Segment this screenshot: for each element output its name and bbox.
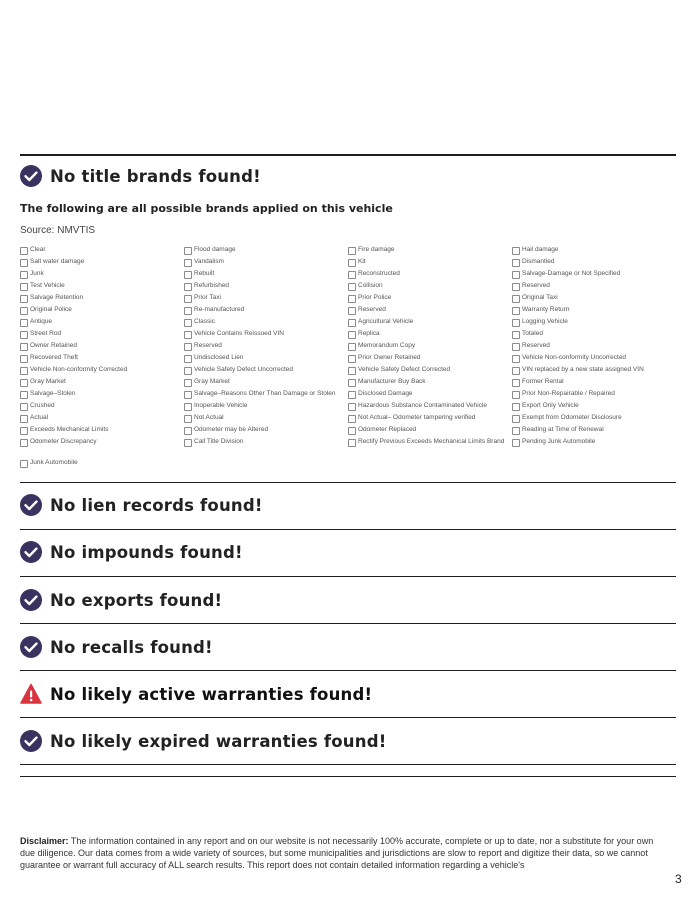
checkbox xyxy=(20,295,28,303)
brand-checklist xyxy=(20,246,680,450)
brand-label: Vandalism xyxy=(194,258,224,265)
checkbox xyxy=(348,367,356,375)
brand-checkbox-item xyxy=(20,342,184,354)
checkbox xyxy=(184,439,192,447)
brand-checkbox-item xyxy=(184,258,348,270)
brand-label: Memorandum Copy xyxy=(358,342,416,349)
checkbox xyxy=(184,307,192,315)
brand-checkbox-item xyxy=(20,402,184,414)
checkbox xyxy=(512,295,520,303)
page-number: 3 xyxy=(675,872,682,886)
brand-label: Antique xyxy=(30,318,53,325)
checkbox xyxy=(348,319,356,327)
brand-checkbox-item xyxy=(348,330,512,342)
brand-checkbox-item xyxy=(184,342,348,354)
brand-checkbox-item xyxy=(348,342,512,354)
checkbox xyxy=(512,271,520,279)
checkbox xyxy=(348,343,356,351)
brand-checkbox-item xyxy=(512,270,680,282)
brand-label: Reserved xyxy=(522,282,550,289)
brand-label: Hail damage xyxy=(522,246,559,253)
checkbox xyxy=(20,439,28,447)
checkbox xyxy=(20,460,28,468)
divider xyxy=(20,623,676,624)
brand-label: Odometer Replaced xyxy=(358,426,417,433)
impounds-status xyxy=(20,540,243,564)
brand-checkbox-item xyxy=(20,258,184,270)
brand-label: Call Title Division xyxy=(194,438,244,445)
status-text: No exports found! xyxy=(50,590,223,610)
brand-checkbox-item xyxy=(184,438,348,450)
brand-checkbox-item xyxy=(184,282,348,294)
brand-checkbox-item xyxy=(512,414,680,426)
brand-label: Test Vehicle xyxy=(30,282,65,289)
brand-checkbox-item xyxy=(512,402,680,414)
checkbox xyxy=(512,415,520,423)
brand-label: Manufacturer Buy Back xyxy=(358,378,426,385)
brand-label: Crushed xyxy=(30,402,55,409)
brand-label: Odometer may be Altered xyxy=(194,426,269,433)
divider xyxy=(20,482,676,483)
brand-label: Classic xyxy=(194,318,215,325)
divider xyxy=(20,670,676,671)
checkbox xyxy=(20,367,28,375)
brand-label: Salvage–Reasons Other Than Damage or Stolen xyxy=(194,390,336,397)
brand-checkbox-item xyxy=(512,426,680,438)
checkbox xyxy=(20,415,28,423)
checkbox xyxy=(20,427,28,435)
divider xyxy=(20,717,676,718)
brands-heading: The following are all possible brands applied on this vehicle xyxy=(20,202,393,215)
brand-checkbox-item xyxy=(184,390,348,402)
brand-label: Junk xyxy=(30,270,44,277)
checkbox xyxy=(348,415,356,423)
brand-checkbox-item xyxy=(184,318,348,330)
brand-label: Actual xyxy=(30,414,49,421)
brand-checkbox-item xyxy=(20,294,184,306)
brand-checkbox-item xyxy=(512,354,680,366)
brand-checkbox-item xyxy=(512,318,680,330)
brand-checkbox-item xyxy=(512,246,680,258)
brand-label: Gray Market xyxy=(30,378,66,385)
brand-label: Salvage-Damage or Not Specified xyxy=(522,270,621,277)
brand-checkbox-item xyxy=(512,282,680,294)
checkbox xyxy=(20,283,28,291)
brand-checkbox-item xyxy=(348,270,512,282)
brand-label: Pending Junk Automobile xyxy=(522,438,596,445)
brand-checkbox-item xyxy=(184,330,348,342)
brand-checkbox-item xyxy=(20,390,184,402)
divider xyxy=(20,154,676,156)
checkbox xyxy=(348,331,356,339)
brand-checkbox-item xyxy=(184,402,348,414)
brand-checkbox-item xyxy=(512,378,680,390)
brand-label: Not Actual xyxy=(194,414,224,421)
checkbox xyxy=(20,403,28,411)
brand-checkbox-item xyxy=(184,354,348,366)
checkbox xyxy=(184,415,192,423)
brand-label: Clear xyxy=(30,246,46,253)
brand-checkbox-item xyxy=(20,246,184,258)
brand-label: Agricultural Vehicle xyxy=(358,318,414,325)
checkbox xyxy=(512,307,520,315)
brand-label: Warranty Return xyxy=(522,306,570,313)
checkbox xyxy=(184,247,192,255)
checkbox xyxy=(348,307,356,315)
checkbox xyxy=(512,331,520,339)
brand-checkbox-item xyxy=(348,366,512,378)
brand-checkbox-item xyxy=(348,294,512,306)
brand-checkbox-item xyxy=(348,402,512,414)
divider xyxy=(20,529,676,530)
brand-checkbox-item xyxy=(348,378,512,390)
brand-checkbox-item xyxy=(184,306,348,318)
brand-checkbox-item xyxy=(20,426,184,438)
checkbox xyxy=(348,427,356,435)
exports-status xyxy=(20,588,222,612)
checkbox xyxy=(512,247,520,255)
brand-label: Vehicle Non-conformity Corrected xyxy=(30,366,128,373)
checkbox xyxy=(184,355,192,363)
brand-checkbox-item xyxy=(348,414,512,426)
brand-label: Prior Owner Retained xyxy=(358,354,421,361)
brand-label: Totaled xyxy=(522,330,543,337)
brand-checkbox-item xyxy=(20,366,184,378)
checkbox xyxy=(348,379,356,387)
checkbox xyxy=(20,307,28,315)
checkbox xyxy=(512,379,520,387)
brand-label: Vehicle Contains Reissued VIN xyxy=(194,330,284,337)
checkbox xyxy=(512,259,520,267)
checkbox xyxy=(512,391,520,399)
brand-checkbox-item xyxy=(348,306,512,318)
brand-checkbox-item xyxy=(512,294,680,306)
title-brands-status xyxy=(20,164,261,188)
checkbox xyxy=(348,247,356,255)
disclaimer-label: Disclaimer: xyxy=(20,836,69,846)
check-circle-icon xyxy=(20,541,42,563)
brand-label: Reading at Time of Renewal xyxy=(522,426,604,433)
checkbox xyxy=(20,391,28,399)
brand-checkbox-item xyxy=(348,246,512,258)
brand-checkbox-item xyxy=(184,378,348,390)
source-label: Source: NMVTIS xyxy=(20,225,96,236)
brand-label: Reserved xyxy=(194,342,222,349)
status-text: No lien records found! xyxy=(50,495,263,515)
checkbox xyxy=(20,355,28,363)
checkbox xyxy=(512,283,520,291)
brand-label: VIN replaced by a new state assigned VIN xyxy=(522,366,644,373)
brand-checkbox-item xyxy=(20,282,184,294)
checkbox xyxy=(348,403,356,411)
brand-label: Rebuilt xyxy=(194,270,215,277)
brand-label: Hazardous Substance Contaminated Vehicle xyxy=(358,402,487,409)
checkbox xyxy=(184,403,192,411)
brand-checkbox-item xyxy=(20,354,184,366)
brand-label: Former Rental xyxy=(522,378,564,385)
checkbox xyxy=(184,331,192,339)
checkbox xyxy=(348,283,356,291)
checkbox xyxy=(20,343,28,351)
checkbox xyxy=(184,391,192,399)
brand-checkbox-item xyxy=(20,306,184,318)
brand-label: Flood damage xyxy=(194,246,236,253)
status-text: No likely expired warranties found! xyxy=(50,731,387,751)
brand-label: Exceeds Mechanical Limits xyxy=(30,426,109,433)
brand-checkbox-item xyxy=(348,282,512,294)
brand-checkbox-item xyxy=(20,438,184,450)
check-circle-icon xyxy=(20,589,42,611)
brand-checkbox-item xyxy=(348,258,512,270)
checkbox xyxy=(20,247,28,255)
brand-checkbox-item xyxy=(184,270,348,282)
checkbox xyxy=(20,319,28,327)
check-circle-icon xyxy=(20,636,42,658)
brand-label: Prior Police xyxy=(358,294,392,301)
warning-triangle-icon xyxy=(20,683,42,705)
status-text: No likely active warranties found! xyxy=(50,684,373,704)
brand-checkbox-item xyxy=(184,294,348,306)
brand-label: Prior Non-Repairable / Repaired xyxy=(522,390,615,397)
brand-label: Prior Taxi xyxy=(194,294,221,301)
brand-label: Vehicle Non-conformity Uncorrected xyxy=(522,354,627,361)
brand-checkbox-item xyxy=(512,438,680,450)
brand-label: Vehicle Safety Defect Corrected xyxy=(358,366,451,373)
brand-checkbox-item xyxy=(20,270,184,282)
status-text: No impounds found! xyxy=(50,542,243,562)
checkbox xyxy=(348,439,356,447)
checkbox xyxy=(348,295,356,303)
checkbox xyxy=(348,391,356,399)
checkbox xyxy=(184,295,192,303)
divider xyxy=(20,764,676,765)
brand-checkbox-item xyxy=(512,306,680,318)
status-text: No title brands found! xyxy=(50,166,261,186)
brand-label: Fire damage xyxy=(358,246,395,253)
brand-label: Re-manufactured xyxy=(194,306,245,313)
checkbox xyxy=(512,355,520,363)
brand-checkbox-item xyxy=(348,426,512,438)
brand-label: Salt water damage xyxy=(30,258,85,265)
brand-checkbox-item xyxy=(20,330,184,342)
checkbox xyxy=(184,283,192,291)
brand-checkbox-item xyxy=(512,390,680,402)
brand-checkbox-item xyxy=(348,354,512,366)
brand-label: Recovered Theft xyxy=(30,354,78,361)
check-circle-icon xyxy=(20,494,42,516)
brand-checkbox-item xyxy=(20,459,78,468)
brand-label: Junk Automobile xyxy=(30,459,78,466)
divider xyxy=(20,776,676,777)
brand-label: Salvage–Stolen xyxy=(30,390,76,397)
checkbox xyxy=(348,259,356,267)
brand-checkbox-item xyxy=(184,426,348,438)
checkbox xyxy=(512,343,520,351)
brand-label: Inoperable Vehicle xyxy=(194,402,248,409)
brand-label: Reserved xyxy=(358,306,386,313)
brand-label: Disclosed Damage xyxy=(358,390,413,397)
recalls-status xyxy=(20,635,213,659)
checkbox xyxy=(184,319,192,327)
active-warranties-status xyxy=(20,682,372,706)
brand-label: Undisclosed Lien xyxy=(194,354,244,361)
brand-label: Refurbished xyxy=(194,282,230,289)
checkbox xyxy=(512,367,520,375)
checkbox xyxy=(184,259,192,267)
checkbox xyxy=(512,403,520,411)
brand-label: Replica xyxy=(358,330,380,337)
brand-label: Reserved xyxy=(522,342,550,349)
brand-label: Collision xyxy=(358,282,383,289)
checkbox xyxy=(184,343,192,351)
checkbox xyxy=(184,379,192,387)
brand-checkbox-item xyxy=(348,438,512,450)
brand-checkbox-item xyxy=(184,414,348,426)
brand-checkbox-item xyxy=(20,318,184,330)
status-text: No recalls found! xyxy=(50,637,213,657)
checkbox xyxy=(512,427,520,435)
brand-label: Logging Vehicle xyxy=(522,318,568,325)
brand-label: Reconstructed xyxy=(358,270,400,277)
brand-label: Kit xyxy=(358,258,366,265)
brand-label: Not Actual– Odometer tampering verified xyxy=(358,414,476,421)
expired-warranties-status xyxy=(20,729,386,753)
checkbox xyxy=(184,427,192,435)
brand-checkbox-item xyxy=(20,414,184,426)
brand-label: Original Police xyxy=(30,306,72,313)
brand-checkbox-item xyxy=(348,390,512,402)
checkbox xyxy=(348,271,356,279)
check-circle-icon xyxy=(20,165,42,187)
check-circle-icon xyxy=(20,730,42,752)
brand-label: Odometer Discrepancy xyxy=(30,438,97,445)
brand-label: Dismantled xyxy=(522,258,555,265)
brand-checkbox-item xyxy=(184,366,348,378)
brand-label: Street Rod xyxy=(30,330,62,337)
checkbox xyxy=(512,319,520,327)
brand-label: Exempt from Odometer Disclosure xyxy=(522,414,622,421)
checkbox xyxy=(20,259,28,267)
brand-checkbox-item xyxy=(20,378,184,390)
disclaimer xyxy=(20,835,662,871)
brand-label: Salvage Retention xyxy=(30,294,84,301)
brand-label: Owner Retained xyxy=(30,342,77,349)
brand-label: Rectify Previous Exceeds Mechanical Limits Brand xyxy=(358,438,505,445)
brand-checkbox-item xyxy=(512,258,680,270)
disclaimer-text: The information contained in any report and on our website is not necessarily 100% accurate, complete or up to date, nor a substitute for your own due diligence. Our data comes from a wide variety of sources, but some municipalities and jurisdictions are slow to report and digitize their data, so we cannot guarantee or warrant full accuracy of ALL search results. This report does not contain detailed information regarding a vehicle's xyxy=(20,836,654,870)
liens-status xyxy=(20,493,263,517)
brand-checkbox-item xyxy=(512,330,680,342)
checkbox xyxy=(348,355,356,363)
brand-label: Gray Market xyxy=(194,378,230,385)
brand-checkbox-item xyxy=(348,318,512,330)
brand-checkbox-item xyxy=(184,246,348,258)
checkbox xyxy=(20,271,28,279)
brand-label: Vehicle Safety Defect Uncorrected xyxy=(194,366,293,373)
checkbox xyxy=(184,271,192,279)
divider xyxy=(20,576,676,577)
checkbox xyxy=(184,367,192,375)
checkbox xyxy=(20,331,28,339)
brand-label: Original Taxi xyxy=(522,294,558,301)
brand-label: Export Only Vehicle xyxy=(522,402,579,409)
brand-checkbox-item xyxy=(512,342,680,354)
checkbox xyxy=(512,439,520,447)
brand-checkbox-item xyxy=(512,366,680,378)
checkbox xyxy=(20,379,28,387)
